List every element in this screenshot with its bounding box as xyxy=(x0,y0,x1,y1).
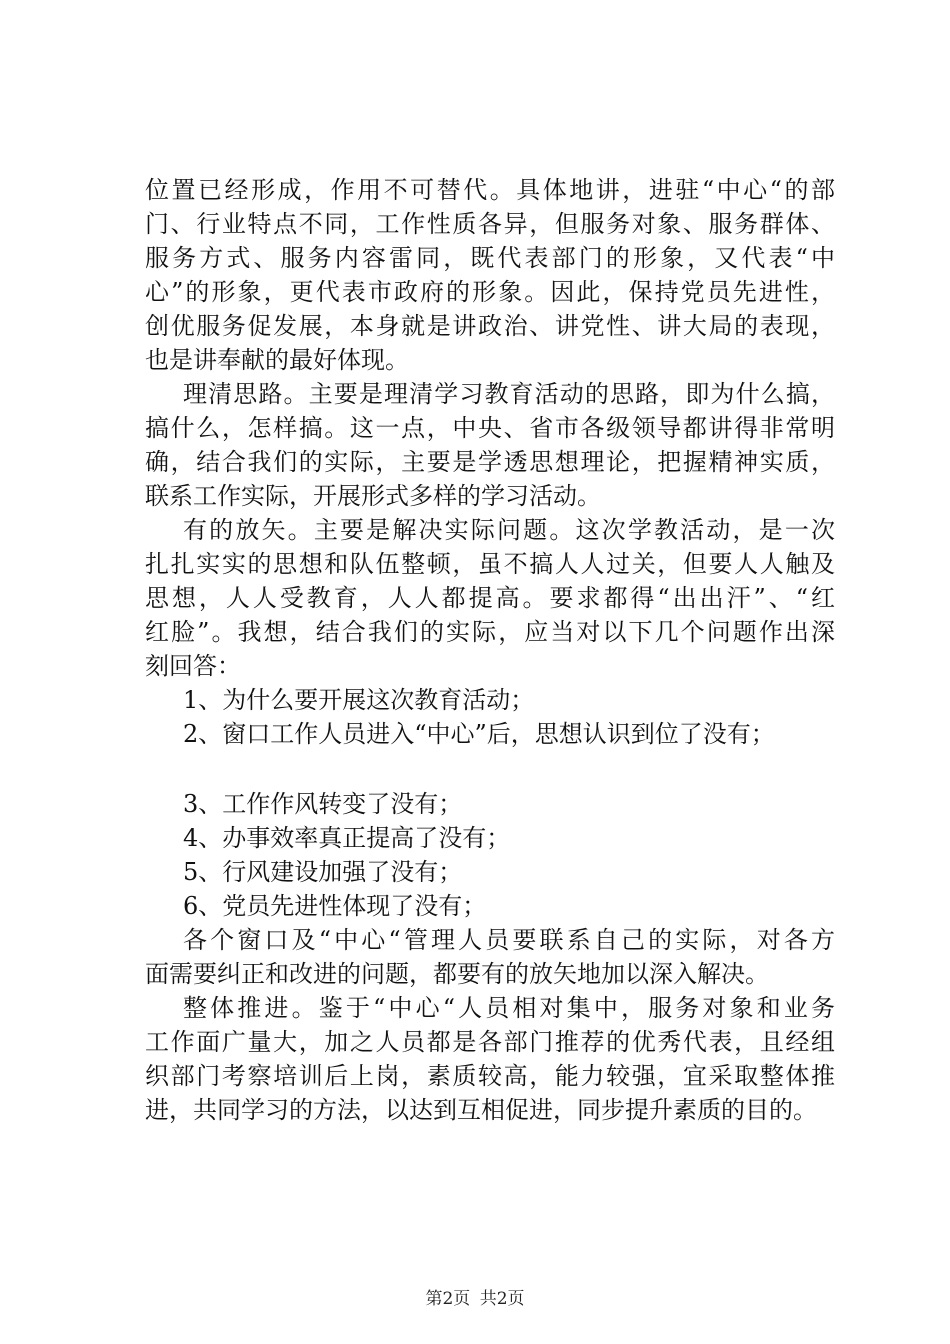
list-item: 4、办事效率真正提高了没有； xyxy=(183,824,511,852)
paragraph-heading-line: 各个窗口及“中心“管理人员要联系自己的实际，对各方 xyxy=(183,926,835,954)
page-number: 第2页 xyxy=(425,1289,471,1309)
text-line: 工作面广量大，加之人员都是各部门推荐的优秀代表，且经组 xyxy=(145,1028,835,1056)
list-item: 1、为什么要开展这次教育活动； xyxy=(183,686,535,714)
text-line: 位置已经形成，作用不可替代。具体地讲，进驻“中心“的部 xyxy=(145,176,835,204)
paragraph-heading-line: 整体推进。鉴于“中心“人员相对集中，服务对象和业务 xyxy=(183,994,835,1022)
text-line: 进，共同学习的方法，以达到互相促进，同步提升素质的目的。 xyxy=(145,1096,817,1124)
list-item: 3、工作作风转变了没有； xyxy=(183,790,463,818)
text-line: 织部门考察培训后上岗，素质较高，能力较强，宜采取整体推 xyxy=(145,1062,835,1090)
text-line: 刻回答： xyxy=(145,652,241,680)
text-line: 面需要纠正和改进的问题，都要有的放矢地加以深入解决。 xyxy=(145,960,769,988)
text-line: 思想，人人受教育，人人都提高。要求都得“出出汗”、“红 xyxy=(145,584,835,612)
list-item: 6、党员先进性体现了没有； xyxy=(183,892,487,920)
text-line: 创优服务促发展，本身就是讲政治、讲党性、讲大局的表现， xyxy=(145,312,835,340)
text-line: 也是讲奉献的最好体现。 xyxy=(145,346,409,374)
paragraph-heading-line: 理清思路。主要是理清学习教育活动的思路，即为什么搞， xyxy=(183,380,835,408)
text-line: 门、行业特点不同，工作性质各异，但服务对象、服务群体、 xyxy=(145,210,835,238)
text-line: 红脸”。我想，结合我们的实际，应当对以下几个问题作出深 xyxy=(145,618,835,646)
list-item: 5、行风建设加强了没有； xyxy=(183,858,463,886)
text-line: 服务方式、服务内容雷同，既代表部门的形象，又代表“中 xyxy=(145,244,835,272)
text-line: 扎扎实实的思想和队伍整顿，虽不搞人人过关，但要人人触及 xyxy=(145,550,835,578)
text-line: 心”的形象，更代表市政府的形象。因此，保持党员先进性， xyxy=(145,278,835,306)
paragraph-heading-line: 有的放矢。主要是解决实际问题。这次学教活动，是一次 xyxy=(183,516,835,544)
page-number-footer xyxy=(0,1287,950,1311)
text-line: 搞什么，怎样搞。这一点，中央、省市各级领导都讲得非常明 xyxy=(145,414,835,442)
list-item: 2、窗口工作人员进入“中心”后，思想认识到位了没有； xyxy=(183,720,775,748)
text-line: 联系工作实际，开展形式多样的学习活动。 xyxy=(145,482,601,510)
text-line: 确，结合我们的实际，主要是学透思想理论，把握精神实质， xyxy=(145,448,835,476)
page-total: 共2页 xyxy=(479,1289,525,1309)
